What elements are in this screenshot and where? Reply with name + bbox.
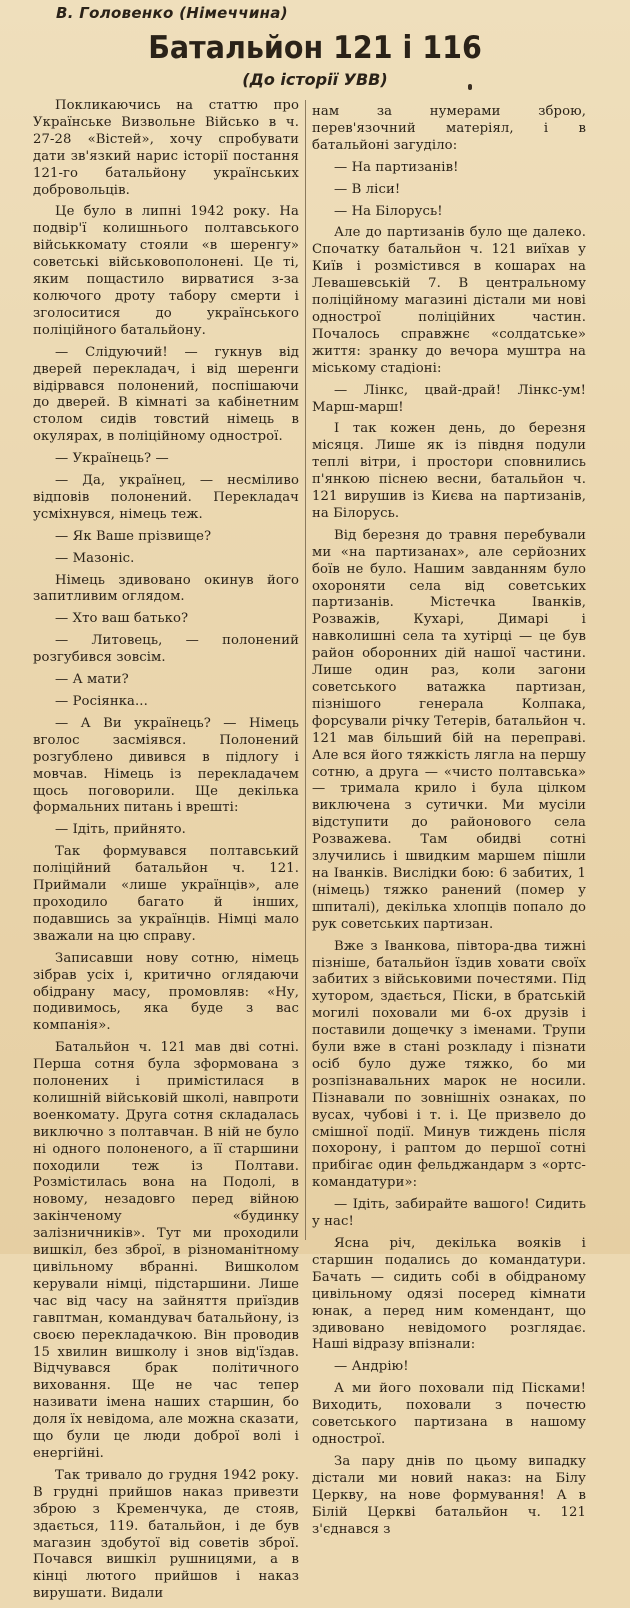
paragraph: — В ліси! [334,181,401,197]
paragraph: — Хто ваш батько? [55,611,189,627]
paragraph: Вже з Іванкова, півтора-два тижні пізніше, батальйон їздив ховати своїх забитих з військовими почестями. Під хутором, здається, Піски, в братській могилі поховали ми 6-ох друзів і поставили дощечку з іменами. Трупи були вже в стані розкладу і пізнати осіб було дуже тяжко, бо ми розпізнавальних марок не носили. Пізнавали по зовнішніх ознаках, по вусах, чубові і т. і. Це призвело до смішної події. Минув тиждень після похорону, і раптом до першої сотні прибігає один фельджандарм з «ортс-командатури»: [312,938,586,1191]
paragraph: — Ідіть, забирайте вашого! Сидить у нас! [312,1197,586,1230]
paragraph: — А мати? [55,672,129,688]
ink-spot [468,84,472,90]
paragraph: Так тривало до грудня 1942 року. В грудні прийшов наказ привезти зброю з Кременчука, де стояв, здається, 119. батальйон, і де був магазин здобутої від советів зброї. Почався вишкіл рушницями, а в кінці лютого прийшов і наказ вирушати. Видали [33,1467,299,1602]
paragraph: Батальйон ч. 121 мав дві сотні. Перша сотня була зформована з полонених і примістилася в колишній військовій школі, навпроти военкомату. Друга сотня складалась виключно з полтавчан. В ній не було ні одного полоненого, а її старшини походили теж із Полтави. Розмістилась вона на Подолі, в новому, незадовго перед війною закінченому «будинку залізничників». Тут ми проходили вишкіл, без зброї, в різноманітному цивільному вбранні. Вишколом керували німці, підстаршини. Лише час від часу на зайняття приїздив гавптман, командувач батальйону, із своєю перекладачкою. Він проводив 15 хвилин вишколу і знов від'їздав. Відчувався брак політичного виховання. Ще не час тепер називати імена наших старшин, бо доля їх невідома, але можна сказати, що були це люди доброї волі і енергійні. [33,1040,299,1461]
paragraph: — Андрію! [334,1359,409,1375]
paragraph: — Ідіть, прийнято. [55,822,186,838]
paragraph: Від березня до травня перебували ми «на партизанах», але серйозних боїв не було. Нашим завданням було охороняти села від советських партизанів. Містечка Іванків, Розважів, Кухарі, Димарі і навколишні села та хутірці — це був район оборонних дій нашої частини. Лише один раз, коли загони советського ватажка партизан, пізнішого генерала Колпака, форсували річку Тетерів, батальйон ч. 121 мав більший бій на переправі. Але вся його тяжкість лягла на першу сотню, а друга — «чисто полтавська» — тримала крило і була цілком виключена з сутички. Ми мусіли відступити до районового села Розважева. Там обидві сотні злучились і швидким маршем пішли на Іванків. Вислідки бою: 6 забитих, 1 (німець) тяжко ранений (помер у шпиталі), декілька хлопців попало до рук советських партизан. [312,527,586,932]
left-column [33,98,299,1608]
paragraph: За пару днів по цьому випадку дістали ми новий наказ: на Білу Церкву, на нове формування! А в Білій Церкві батальйон ч. 121 з'єднався з [312,1453,586,1537]
paragraph: Ясна річ, декілька вояків і старшин подались до командатури. Бачать — сидить собі в обідраному цивільному одязі посеред кімнати юнак, а перед ним комендант, що здивовано невідомого розглядає. Наші відразу впізнали: [312,1236,586,1353]
right-column [312,104,586,1543]
paragraph: — Слідуючий! — гукнув від дверей перекладач, і від шеренги відірвався полонений, поспішаючи до дверей. В кімнаті за кабінетним столом сидів товстий німець в окулярах, в поліційному однострої. [33,344,299,445]
paragraph: — Як Ваше прізвище? [55,528,212,544]
paragraph: Покликаючись на статтю про Українське Визвольне Військо в ч. 27-28 «Вістей», хочу спробувати дати зв'язкий нарис історії постання 121-го батальйону українських добровольців. [33,98,299,198]
paragraph: Це було в липні 1942 року. На подвір'ї колишнього полтавського військкомату стояли «в шеренгу» советські військовополонені. Це ті, яким пощастило вирватися з-за колючого дроту табору смерти і зголоситися до українського поліційного батальйону. [33,204,299,338]
paragraph: нам за нумерами зброю, перев'язочний матеріял, і в батальйоні загуділо: [312,104,586,153]
paragraph: — Росіянка... [55,694,148,709]
paragraph: — На партизанів! [334,159,459,175]
column-divider [305,100,306,1240]
paragraph: — А Ви українець? — Німець вголос засміявся. Полонений розгублено дивився в підлогу і мовчав. Німець із перекладачем щось поговорили. Ще декілька формальних питань і врешті: [33,715,299,816]
paragraph: — Лінкс, цвай-драй! Лінкс-ум! Марш-марш! [312,382,586,415]
paragraph: Але до партизанів було ще далеко. Спочатку батальйон ч. 121 виїхав у Київ і розмістився в кошарах на Левашевській 7. В центральному поліційному магазині дістали ми нові однострої поліційних частин. Почалось справжнє «солдатське» життя: зранку до вечора муштра на міському стадіоні: [312,225,586,376]
article-author: В. Головенко (Німеччина) [56,4,288,22]
paragraph: — Литовець, — полонений розгубився зовсім. [33,633,299,666]
article-subtitle: (До історії УВВ) [242,70,388,89]
article-title: Батальйон 121 і 116 [148,30,482,66]
paragraph: — Українець? — [55,451,169,467]
paragraph: Німець здивовано окинув його запитливим оглядом. [33,572,299,605]
paragraph: — Да, українец, — несміливо відповів полонений. Перекладач усміхнувся, німець теж. [33,473,299,522]
paragraph: Записавши нову сотню, німець зібрав усіх і, критично оглядаючи обідрану масу, промовляв: «Ну, подивимось, яка буде з вас компанія». [33,950,299,1034]
paragraph: І так кожен день, до березня місяця. Лише як із півдня подули теплі вітри, і простори сповнились п'янкою піснею весни, батальйон ч. 121 вирушив із Києва на партизанів, на Білорусь. [312,421,586,521]
paragraph: — Мазоніс. [55,550,135,566]
paragraph: А ми його поховали під Пісками! Виходить, поховали з почестю советського партизана в нашому однострої. [312,1381,586,1447]
paragraph: Так формувався полтавський поліційний батальйон ч. 121. Приймали «лише українців», але проходило багато й інших, подавшись за українців. Німці мало зважали на цю справу. [33,844,299,944]
paragraph: — На Білорусь! [334,203,443,219]
